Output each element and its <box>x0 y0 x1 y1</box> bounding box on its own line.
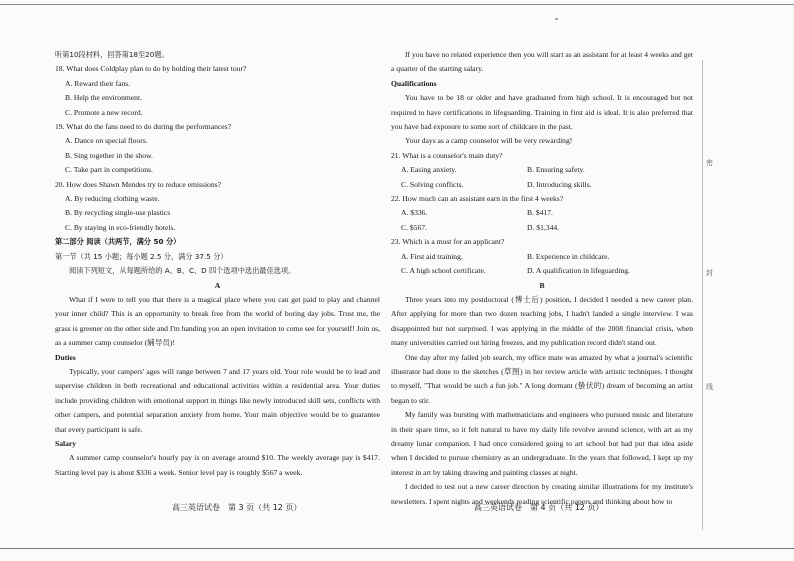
listening-intro: 听第10段材料，回答第18至20题。 <box>55 50 169 59</box>
q23-option-d: D. A qualification in lifeguarding. <box>527 266 630 276</box>
q20-option-c: C. By staying in eco-friendly hotels. <box>65 222 176 232</box>
binding-line <box>702 60 703 530</box>
question-19: 19. What do the fans need to do during the performances? <box>55 122 231 132</box>
q20-option-b: B. By recycling single-use plastics <box>65 208 171 218</box>
q19-option-a: A. Dance on special floors. <box>65 136 148 146</box>
question-18: 18. What does Coldplay plan to do by holding their latest tour? <box>55 64 247 74</box>
q23-option-a: A. First aid training. <box>401 251 463 261</box>
passage-b-paragraph-4: I decided to test out a new career direction by creating similar illustrations for my institute's newsletters. I spent nights and weekends reading scientific papers and thinking about how to <box>391 482 693 506</box>
question-21: 21. What is a counselor's main duty? <box>391 150 503 160</box>
passage-b-paragraph-2: One day after my failed job search, my office mate was amazed by what a journal's scientific illustrator had done to the sketches (草图) in her review article with artistic techniques. I thought to myself, "That would be such a fun job." A long dormant (蛰伏的) dream of becoming an artist began to stir. <box>391 352 693 405</box>
q18-option-b: B. Help the environment. <box>65 93 142 103</box>
duties-paragraph: Typically, your campers' ages will range between 7 and 17 years old. Your role would be to lead and supervise children in both recreational and educational activities within a residential area. Your duties include providing children with emotional support in things like newly introduced skill sets, conflicts with other campers, and potential separation anxiety from home. Your main objective would be to guarantee that every participant is safe. <box>55 366 380 434</box>
page-footer-left: 高三英语试卷 第 3 页（共 12 页） <box>172 503 302 512</box>
page-footer-right: 高三英语试卷 第 4 页（共 12 页） <box>474 503 604 512</box>
scan-speck <box>555 18 558 20</box>
salary-paragraph: A summer camp counselor's hourly pay is on average around $10. The weekly average pay is $417. Starting level pay is about $336 a week. Senior level pay is roughly $567 a week. <box>55 453 380 477</box>
q23-options-row-2 <box>391 264 693 278</box>
q19-option-c: C. Take part in competitions. <box>65 165 153 175</box>
q23-option-c: C. A high school certificate. <box>401 266 486 276</box>
q21-option-c: C. Solving conflicts. <box>401 179 464 189</box>
duties-heading: Duties <box>55 352 76 362</box>
question-20: 20. How does Shawn Mendes try to reduce emissions? <box>55 179 221 189</box>
passage-a-label: A <box>214 280 221 290</box>
q22-option-d: D. $1,344. <box>527 222 560 232</box>
question-22: 22. How much can an assistant earn in the first 4 weeks? <box>391 194 564 204</box>
q21-option-b: B. Ensuring safety. <box>527 165 585 175</box>
binding-mark-1: 密 <box>706 159 713 167</box>
part2-title: 第二部分 阅读（共两节，满分 50 分） <box>55 237 181 247</box>
q22-option-c: C. $567. <box>401 222 427 232</box>
q18-option-c: C. Promote a new record. <box>65 107 143 117</box>
q19-option-b: B. Sing together in the show. <box>65 150 153 160</box>
q22-option-b: B. $417. <box>527 208 553 218</box>
right-column <box>391 48 693 509</box>
scan-bottom-border <box>0 548 794 549</box>
reading-instruction: 阅读下列短文，从每题所给的 A、B、C、D 四个选项中选出最佳选项。 <box>69 266 296 276</box>
q21-options-row-1 <box>391 163 693 177</box>
scan-top-border <box>0 4 794 5</box>
passage-b-paragraph-3: My family was bursting with mathematicians and engineers who pursued music and literature in their spare time, so it felt natural to have my daily life revolve around science, with art as my dreamy lunar companion. I had once considered going to art school but had put that idea aside when I decided to pursue chemistry as an undergraduate. In the years that followed, I kept up my interest in art by taking drawing and painting classes at night. <box>391 410 693 477</box>
passage-b-paragraph-1: Three years into my postdoctoral (博士后) position, I decided I needed a new career plan. After applying for more than two dozen teaching jobs, I hadn't landed a single interview. I was disappointed but not surprised. I was applying in the middle of the 2008 financial crisis, when many universities carried out hiring freezes, and my publication record didn't stand out. <box>391 294 693 348</box>
binding-mark-2: 封 <box>706 269 713 277</box>
q22-options-row-2 <box>391 221 693 235</box>
salary-heading: Salary <box>55 438 77 448</box>
passage-b-label: B <box>539 280 545 290</box>
q23-options-row-1 <box>391 250 693 264</box>
q22-option-a: A. $336. <box>401 208 428 218</box>
q23-option-b: B. Experience in childcare. <box>527 251 610 261</box>
q20-option-a: A. By reducing clothing waste. <box>65 194 160 204</box>
qualifications-closing: Your days as a camp counselor will be very rewarding! <box>405 136 573 146</box>
qualifications-heading: Qualifications <box>391 78 437 88</box>
q22-options-row-1 <box>391 206 693 220</box>
salary-continued: If you have no related experience then you will start as an assistant for at least 4 weeks and get a quarter of the starting salary. <box>391 50 693 74</box>
q18-option-a: A. Reward their fans. <box>65 78 131 88</box>
q21-option-d: D. Introducing skills. <box>527 179 592 189</box>
left-column <box>55 48 380 480</box>
qualifications-paragraph: You have to be 18 or older and have graduated from high school. It is encouraged but not required to have certifications in lifeguarding. Training in first aid is ideal. It is also preferred that you have had exposure to some sort of childcare in the past. <box>391 93 693 132</box>
binding-mark-3: 线 <box>706 383 713 391</box>
q21-options-row-2 <box>391 178 693 192</box>
passage-a-paragraph: What if I were to tell you that there is a magical place where you can get paid to play and channel your inner child? This is an opportunity to break free from the world of boring day jobs. Trust me, the grass is greener on the other side and I'm handing you an open invitation to come see for yourself! Join us, as a summer camp counselor (辅导员)! <box>55 294 380 348</box>
q21-option-a: A. Easing anxiety. <box>401 165 457 175</box>
question-23: 23. Which is a must for an applicant? <box>391 237 505 247</box>
section1-title: 第一节（共 15 小题；每小题 2.5 分，满分 37.5 分） <box>55 251 228 261</box>
